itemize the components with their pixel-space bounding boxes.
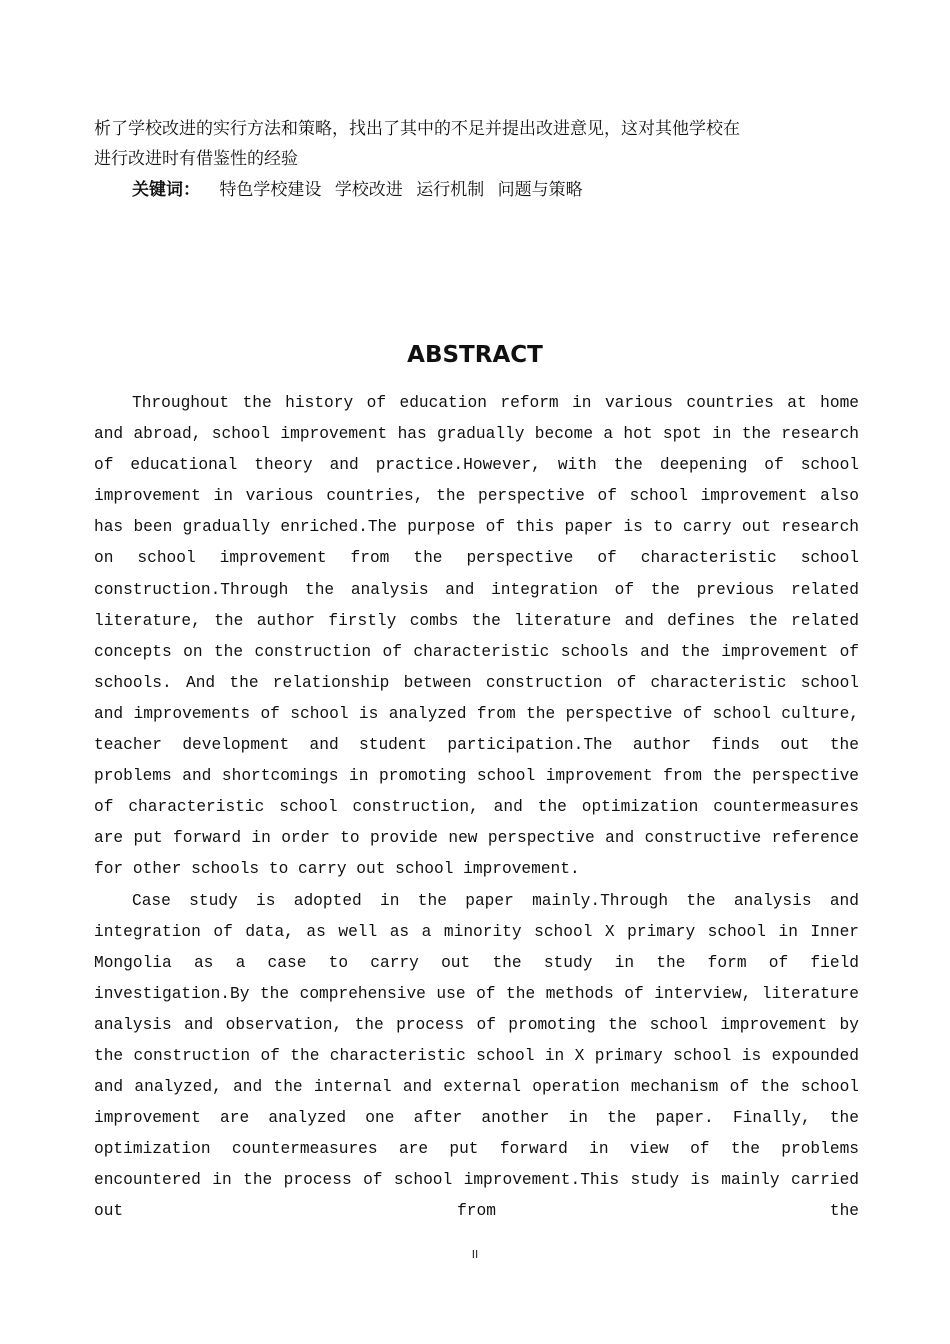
- keyword: 学校改进: [334, 180, 403, 200]
- abstract-title: ABSTRACT: [407, 342, 543, 368]
- chinese-text-line: 进行改进时有借鉴性的经验: [94, 149, 298, 169]
- page-number: II: [471, 1248, 479, 1261]
- keyword: 运行机制: [416, 180, 485, 200]
- chinese-keywords: [94, 175, 864, 205]
- keywords-label: 关键词：: [132, 180, 200, 200]
- abstract-body: [94, 388, 859, 1228]
- abstract-paragraph: Throughout the history of education reform in various countries at home and abroad, school improvement has gradually become a hot spot in the research of educational theory and practice.However, with the deepening of school improvement in various countries, the perspective of school improvement also has been gradually enriched.The purpose of this paper is to carry out research on school improvement from the perspective of characteristic school construction.Through the analysis and integration of the previous related literature, the author firstly combs the literature and defines the related concepts on the construction of characteristic schools and the improvement of schools. And the relationship between construction of characteristic school and improvements of school is analyzed from the perspective of school culture, teacher development and student participation.The author finds out the problems and shortcomings in promoting school improvement from the perspective of characteristic school construction, and the optimization countermeasures are put forward in order to provide new perspective and constructive reference for other schools to carry out school improvement.: [94, 394, 859, 879]
- chinese-text-line: 析了学校改进的实行方法和策略，找出了其中的不足并提出改进意见，这对其他学校在: [94, 119, 740, 139]
- chinese-abstract-continuation: [94, 114, 864, 205]
- keyword: 问题与策略: [497, 180, 583, 200]
- abstract-paragraph: Case study is adopted in the paper mainly.Through the analysis and integration of data, as well as a minority school X primary school in Inner Mongolia as a case to carry out the study in the form of field investigation.By the comprehensive use of the methods of interview, literature analysis and observation, the process of promoting the school improvement by the construction of the characteristic school in X primary school is expounded and analyzed, and the internal and external operation mechanism of the school improvement are analyzed one after another in the paper. Finally, the optimization countermeasures are put forward in view of the problems encountered in the process of school improvement.This study is mainly carried out from the: [94, 891, 859, 1221]
- keyword: 特色学校建设: [219, 180, 322, 200]
